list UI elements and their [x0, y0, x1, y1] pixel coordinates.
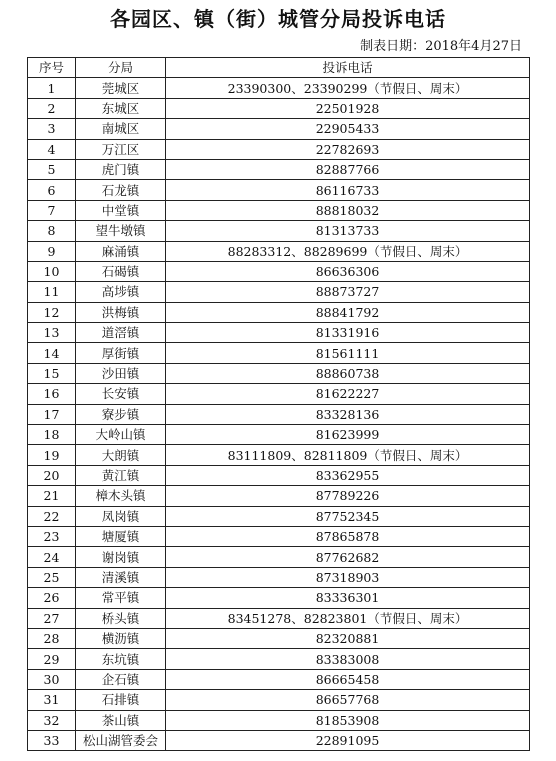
row-phone: 86116733	[166, 180, 530, 200]
row-index: 18	[28, 425, 76, 445]
table-row	[28, 445, 530, 465]
row-index: 28	[28, 628, 76, 648]
row-index: 13	[28, 323, 76, 343]
row-branch: 常平镇	[76, 588, 166, 608]
table-row	[28, 180, 530, 200]
table-row	[28, 465, 530, 485]
row-branch: 桥头镇	[76, 608, 166, 628]
row-index: 29	[28, 649, 76, 669]
table-header-row	[28, 58, 530, 78]
row-branch: 厚街镇	[76, 343, 166, 363]
row-index: 25	[28, 567, 76, 587]
table-row	[28, 628, 530, 648]
row-index: 12	[28, 302, 76, 322]
row-phone: 22891095	[166, 730, 530, 750]
table-row	[28, 363, 530, 383]
row-branch: 大岭山镇	[76, 425, 166, 445]
row-index: 7	[28, 200, 76, 220]
row-phone: 22501928	[166, 98, 530, 118]
table-body	[28, 78, 530, 751]
row-index: 9	[28, 241, 76, 261]
table-row	[28, 343, 530, 363]
row-phone: 87318903	[166, 567, 530, 587]
row-branch: 谢岗镇	[76, 547, 166, 567]
row-phone: 88873727	[166, 282, 530, 302]
row-phone: 81313733	[166, 221, 530, 241]
header-branch: 分局	[76, 58, 166, 78]
row-branch: 樟木头镇	[76, 486, 166, 506]
table-row	[28, 690, 530, 710]
table-row	[28, 486, 530, 506]
row-phone: 87752345	[166, 506, 530, 526]
row-branch: 企石镇	[76, 669, 166, 689]
row-phone: 22905433	[166, 119, 530, 139]
table-row	[28, 588, 530, 608]
row-index: 5	[28, 159, 76, 179]
table-row	[28, 567, 530, 587]
row-branch: 望牛墩镇	[76, 221, 166, 241]
header-index: 序号	[28, 58, 76, 78]
table-row	[28, 98, 530, 118]
row-branch: 清溪镇	[76, 567, 166, 587]
row-phone: 81561111	[166, 343, 530, 363]
row-phone: 87865878	[166, 526, 530, 546]
table-row	[28, 282, 530, 302]
row-index: 15	[28, 363, 76, 383]
row-phone: 88860738	[166, 363, 530, 383]
row-phone: 83336301	[166, 588, 530, 608]
row-index: 24	[28, 547, 76, 567]
row-index: 6	[28, 180, 76, 200]
row-phone: 87789226	[166, 486, 530, 506]
row-phone: 81853908	[166, 710, 530, 730]
table-row	[28, 649, 530, 669]
row-phone: 82320881	[166, 628, 530, 648]
row-phone: 87762682	[166, 547, 530, 567]
row-branch: 洪梅镇	[76, 302, 166, 322]
table-row	[28, 730, 530, 750]
row-branch: 道滘镇	[76, 323, 166, 343]
row-index: 3	[28, 119, 76, 139]
row-index: 31	[28, 690, 76, 710]
row-phone: 81331916	[166, 323, 530, 343]
row-phone: 83111809、82811809（节假日、周末）	[166, 445, 530, 465]
row-index: 4	[28, 139, 76, 159]
row-index: 26	[28, 588, 76, 608]
row-branch: 黄江镇	[76, 465, 166, 485]
row-branch: 石龙镇	[76, 180, 166, 200]
header-phone: 投诉电话	[166, 58, 530, 78]
table-row	[28, 323, 530, 343]
complaint-phone-table	[27, 57, 530, 751]
row-index: 21	[28, 486, 76, 506]
row-phone: 88841792	[166, 302, 530, 322]
table-row	[28, 425, 530, 445]
row-branch: 茶山镇	[76, 710, 166, 730]
row-branch: 万江区	[76, 139, 166, 159]
row-index: 30	[28, 669, 76, 689]
row-index: 33	[28, 730, 76, 750]
table-row	[28, 261, 530, 281]
row-phone: 82887766	[166, 159, 530, 179]
row-branch: 东坑镇	[76, 649, 166, 669]
table-row	[28, 384, 530, 404]
row-phone: 88283312、88289699（节假日、周末）	[166, 241, 530, 261]
table-row	[28, 506, 530, 526]
row-index: 8	[28, 221, 76, 241]
page-title: 各园区、镇（街）城管分局投诉电话	[110, 7, 446, 31]
row-branch: 沙田镇	[76, 363, 166, 383]
row-phone: 81622227	[166, 384, 530, 404]
row-phone: 83451278、82823801（节假日、周末）	[166, 608, 530, 628]
row-phone: 86657768	[166, 690, 530, 710]
table-row	[28, 200, 530, 220]
row-phone: 86665458	[166, 669, 530, 689]
row-phone: 23390300、23390299（节假日、周末）	[166, 78, 530, 98]
row-branch: 长安镇	[76, 384, 166, 404]
table-row	[28, 608, 530, 628]
row-branch: 麻涌镇	[76, 241, 166, 261]
row-phone: 83362955	[166, 465, 530, 485]
row-branch: 中堂镇	[76, 200, 166, 220]
row-index: 16	[28, 384, 76, 404]
row-index: 23	[28, 526, 76, 546]
row-branch: 东城区	[76, 98, 166, 118]
table-row	[28, 710, 530, 730]
row-branch: 松山湖管委会	[76, 730, 166, 750]
row-phone: 86636306	[166, 261, 530, 281]
table-row	[28, 547, 530, 567]
table-row	[28, 669, 530, 689]
table-row	[28, 139, 530, 159]
row-branch: 高埗镇	[76, 282, 166, 302]
table-row	[28, 159, 530, 179]
table-row	[28, 241, 530, 261]
row-phone: 88818032	[166, 200, 530, 220]
table-row	[28, 221, 530, 241]
row-phone: 83328136	[166, 404, 530, 424]
row-index: 22	[28, 506, 76, 526]
row-index: 20	[28, 465, 76, 485]
row-index: 19	[28, 445, 76, 465]
table-row	[28, 78, 530, 98]
row-index: 17	[28, 404, 76, 424]
table-row	[28, 302, 530, 322]
row-branch: 南城区	[76, 119, 166, 139]
row-branch: 凤岗镇	[76, 506, 166, 526]
table-row	[28, 526, 530, 546]
row-branch: 大朗镇	[76, 445, 166, 465]
row-index: 14	[28, 343, 76, 363]
row-branch: 莞城区	[76, 78, 166, 98]
row-index: 1	[28, 78, 76, 98]
row-branch: 石排镇	[76, 690, 166, 710]
row-phone: 22782693	[166, 139, 530, 159]
row-index: 11	[28, 282, 76, 302]
row-phone: 81623999	[166, 425, 530, 445]
row-branch: 寮步镇	[76, 404, 166, 424]
row-index: 10	[28, 261, 76, 281]
row-branch: 塘厦镇	[76, 526, 166, 546]
row-branch: 虎门镇	[76, 159, 166, 179]
row-index: 32	[28, 710, 76, 730]
row-branch: 横沥镇	[76, 628, 166, 648]
row-branch: 石碣镇	[76, 261, 166, 281]
table-date: 制表日期：2018年4月27日	[360, 39, 522, 54]
row-index: 2	[28, 98, 76, 118]
row-index: 27	[28, 608, 76, 628]
table-row	[28, 404, 530, 424]
table-row	[28, 119, 530, 139]
row-phone: 83383008	[166, 649, 530, 669]
